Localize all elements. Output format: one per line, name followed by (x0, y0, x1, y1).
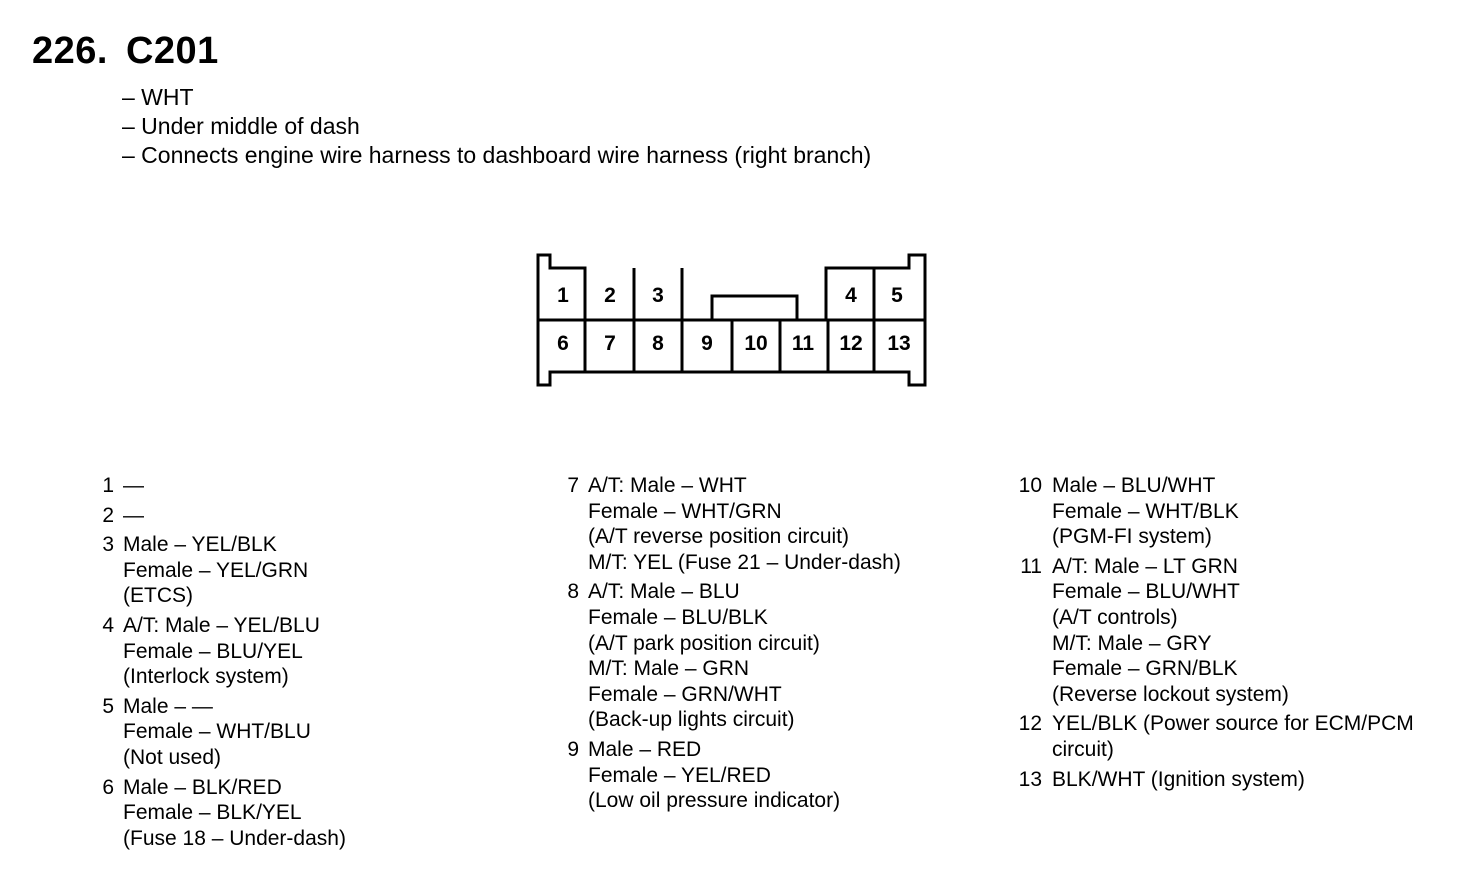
pin-description-line: (Interlock system) (123, 665, 289, 689)
pin-list-column-3 (1017, 473, 1414, 796)
pin-entry (98, 694, 346, 771)
pin-description-line: A/T: Male – WHT (588, 474, 747, 497)
pin-description-line: (Low oil pressure indicator) (588, 789, 841, 813)
pin-label: 4 (845, 284, 857, 307)
pin-label: 11 (791, 332, 815, 355)
pin-entry (98, 473, 346, 499)
pin-list-column-2 (563, 473, 901, 818)
pin-description-line: Male – BLK/RED (123, 775, 282, 799)
pin-description-line: Male – YEL/BLK (123, 533, 277, 557)
pin-list-column-1 (98, 473, 346, 855)
pin-description-line: (A/T controls) (1052, 605, 1178, 629)
pin-entry (1017, 767, 1414, 793)
pin-number: 3 (102, 533, 114, 557)
pin-label: 7 (604, 332, 616, 355)
pin-number: 12 (1018, 712, 1042, 736)
note-location: – Under middle of dash (122, 113, 360, 139)
pin-description-line: Female – GRN/WHT (588, 682, 782, 706)
pin-number: 9 (567, 737, 579, 761)
pin-number: 2 (102, 503, 114, 527)
pin-description (588, 579, 820, 733)
pin-description (123, 694, 311, 771)
pin-number: 10 (1018, 474, 1042, 497)
pin-label: 5 (891, 284, 903, 307)
pin-description-line: Female – YEL/RED (588, 763, 771, 787)
pin-number: 7 (567, 474, 579, 497)
pin-entry (98, 503, 346, 529)
pin-number: 8 (567, 580, 579, 604)
pin-description-line: circuit) (1052, 737, 1114, 761)
pin-description-line: BLK/WHT (Ignition system) (1052, 767, 1305, 791)
pin-description-line: Male – RED (588, 737, 702, 761)
pin-description-line: (Reverse lockout system) (1052, 682, 1289, 706)
pin-description-line: M/T: YEL (Fuse 21 – Under-dash) (588, 550, 901, 574)
pin-description-line: — (123, 503, 144, 527)
pin-label: 8 (652, 332, 664, 355)
pin-description-line: A/T: Male – BLU (588, 580, 740, 604)
pin-description-line: Female – BLK/YEL (123, 801, 302, 825)
pin-label: 2 (604, 284, 616, 307)
item-number: 226. (32, 30, 108, 72)
pin-description-line: Female – WHT/BLU (123, 720, 311, 744)
pin-description-line: M/T: Male – GRY (1052, 631, 1212, 655)
pin-description-line: (ETCS) (123, 584, 193, 608)
pin-description-line: (Fuse 18 – Under-dash) (123, 826, 346, 850)
pin-entry (1017, 473, 1414, 550)
pin-description-line: A/T: Male – LT GRN (1052, 554, 1238, 578)
pin-description-line: (Back-up lights circuit) (588, 708, 795, 732)
pin-description (1052, 767, 1305, 793)
pin-description-line: A/T: Male – YEL/BLU (123, 613, 320, 637)
pin-description-line: (PGM-FI system) (1052, 525, 1212, 549)
pin-description-line: YEL/BLK (Power source for ECM/PCM (1052, 712, 1414, 736)
pin-entry (1017, 554, 1414, 708)
pin-description-line: Female – GRN/BLK (1052, 657, 1238, 681)
note-description: – Connects engine wire harness to dashboard wire harness (right branch) (122, 142, 872, 168)
pin-number: 4 (102, 613, 114, 637)
pin-entry (98, 532, 346, 609)
pin-description (123, 775, 346, 852)
pin-description-line: — (123, 474, 144, 497)
pin-description-line: (A/T reverse position circuit) (588, 525, 850, 549)
pin-description-line: Male – BLU/WHT (1052, 474, 1216, 497)
pin-description-line: Female – BLU/WHT (1052, 580, 1240, 604)
pin-description-line: Female – YEL/GRN (123, 558, 309, 582)
pin-description-line: Male – — (123, 694, 213, 718)
pin-description (123, 532, 308, 609)
pin-description-line: M/T: Male – GRN (588, 657, 750, 681)
pin-entry (98, 775, 346, 852)
pin-label: 6 (557, 332, 569, 355)
pin-description (1052, 554, 1289, 708)
pin-number: 1 (102, 474, 114, 497)
connector-notes (122, 83, 871, 170)
pin-number: 6 (102, 775, 114, 799)
pin-number: 5 (102, 694, 114, 718)
pin-entry (563, 579, 901, 733)
note-color: – WHT (122, 84, 194, 110)
pin-description-line: Female – WHT/GRN (588, 499, 782, 523)
pin-label: 13 (887, 332, 911, 355)
pin-description (588, 737, 840, 814)
pin-entry (563, 737, 901, 814)
connector-id: C201 (125, 30, 219, 72)
connector-outline (538, 255, 925, 385)
pin-entry (1017, 711, 1414, 762)
pin-description-line: Female – BLU/BLK (588, 605, 768, 629)
pin-label: 3 (652, 284, 664, 307)
pin-description (1052, 473, 1239, 550)
pin-description (123, 473, 144, 499)
page-title (32, 30, 219, 73)
pin-label: 1 (557, 284, 569, 307)
pin-label: 9 (701, 332, 713, 355)
pin-description-line: (Not used) (123, 745, 222, 769)
pin-entry (563, 473, 901, 575)
pin-description-line: Female – WHT/BLK (1052, 499, 1239, 523)
pin-description (1052, 711, 1414, 762)
pin-description (588, 473, 901, 575)
pin-number: 13 (1018, 767, 1042, 791)
pin-label: 10 (744, 332, 768, 355)
pin-description (123, 503, 144, 529)
pin-description-line: Female – BLU/YEL (123, 639, 303, 663)
pin-description (123, 613, 320, 690)
pin-label: 12 (839, 332, 863, 355)
pin-description-line: (A/T park position circuit) (588, 631, 820, 655)
pin-entry (98, 613, 346, 690)
connector-diagram (533, 250, 933, 390)
pin-number: 11 (1020, 554, 1042, 578)
